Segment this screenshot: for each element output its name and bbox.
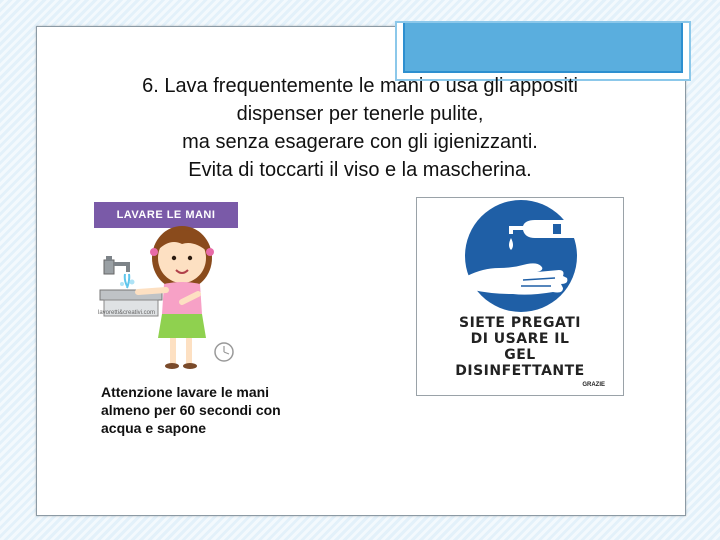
- wash-banner: LAVARE LE MANI: [94, 202, 238, 228]
- sanitizer-dispenser-icon: [417, 198, 623, 316]
- slide-title: [40, 72, 680, 184]
- disinfectant-sign: [416, 197, 624, 396]
- sign-line: DISINFETTANTE: [455, 363, 585, 379]
- title-line: 6. Lava frequentemente le mani o usa gli appositi: [142, 75, 578, 97]
- sign-small-text: GRAZIE: [582, 382, 605, 388]
- sign-line: GEL: [504, 347, 536, 363]
- sign-text: [417, 315, 623, 379]
- wash-watermark: lavoretti&creativi.com: [98, 310, 156, 316]
- title-line: dispenser per tenerle pulite,: [236, 103, 484, 125]
- title-line: Evita di toccarti il viso e la mascherina.: [188, 159, 532, 181]
- child-washing-hands-icon: [94, 202, 242, 378]
- title-line: ma senza esagerare con gli igienizzanti.: [182, 131, 538, 153]
- decorative-frame-fill: [403, 23, 683, 73]
- sign-line: SIETE PREGATI: [459, 315, 581, 331]
- wash-caption: Attenzione lavare le mani almeno per 60 secondi con acqua e sapone: [101, 384, 281, 436]
- handwashing-illustration: [94, 202, 242, 378]
- sign-line: DI USARE IL: [470, 331, 570, 347]
